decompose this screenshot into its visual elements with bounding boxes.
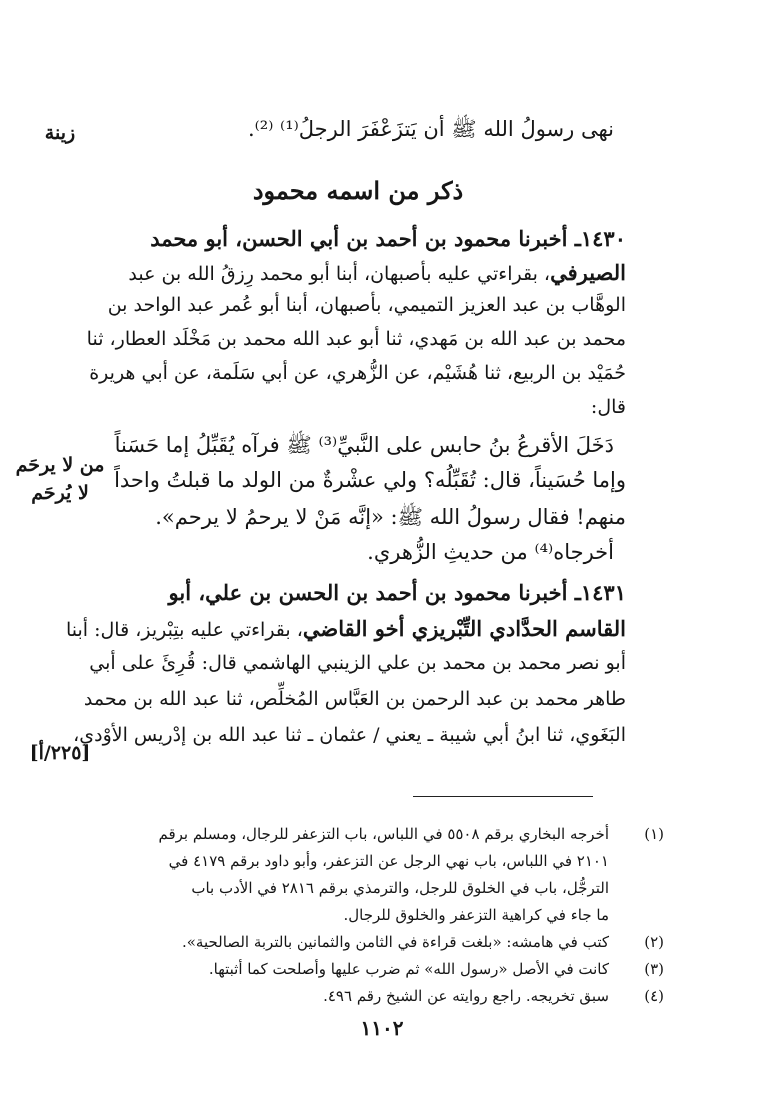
footnote-2	[110, 933, 664, 955]
hadith-1430-chain-line5: حُمَيْد بن الربيع، ثنا هُشَيْم، عن الزُّهري، عن أبي سَلَمة، عن أبي هريرة	[89, 362, 626, 384]
hadith-1430-chain-line2-rest: ، بقراءتي عليه بأصبهان، أبنا أبو محمد رِزقُ الله بن عبد	[128, 263, 551, 285]
footnote-number: (٤)	[644, 987, 664, 1005]
narrator-epithet: القاسم الحدَّادي التِّبْريزي أخو القاضي	[302, 616, 626, 641]
footnote-number: (١)	[644, 825, 664, 843]
hadith-1431-chain-line3: أبو نصر محمد بن محمد بن علي الزينبي الهاشمي قال: قُرِئَ على أبي	[89, 652, 626, 674]
folio-marker: [٢٢٥/أ]	[29, 742, 91, 764]
hadith-1430-chain-line2	[90, 260, 626, 285]
hadith-1430-chain-line1: ١٤٣٠ـ أخبرنا محمود بن أحمد بن أبي الحسن، أبو محمد	[150, 226, 626, 251]
narrator-epithet: الصيرفي	[550, 260, 626, 285]
hadith-1430-chain-line4: محمد بن عبد الله بن مَهدي، ثنا أبو عبد الله محمد بن مَخْلَد العطار، ثنا	[86, 328, 626, 350]
margin-topic-adornment: زينة	[44, 122, 76, 144]
hadith-1430-takhrij: أخرجاه⁽⁴⁾ من حديثِ الزُّهري.	[367, 540, 614, 564]
footnote-number: (٣)	[644, 960, 664, 978]
footnote-1	[110, 825, 664, 847]
margin-topic-mercy-line1: من لا يرحَم	[15, 454, 105, 476]
hadith-1430-chain-line6: قال:	[590, 396, 626, 418]
hadith-1430-text-line3: منهم! فقال رسولُ الله ﷺ: «إنَّه مَنْ لا يرحمُ لا يرحم».	[155, 505, 626, 529]
footnote-1-line3: الترجُّل، باب في الخلوق للرجل، والترمذي برقم ٢٨١٦ في الأدب باب	[191, 879, 609, 897]
footnote-text: أخرجه البخاري برقم ٥٥٠٨ في اللباس، باب التزعفر للرجال، ومسلم برقم	[158, 825, 609, 843]
footnote-text: سبق تخريجه. راجع روايته عن الشيخ رقم ٤٩٦.	[323, 987, 609, 1005]
intro-line: نهى رسولُ الله ﷺ أن يَتزَعْفَرَ الرجلُ⁽¹⁾ ⁽²⁾.	[247, 117, 614, 141]
footnote-separator	[413, 796, 593, 797]
hadith-1430-text-line2: وإما حُسَيناً، قال: تُقَبِّلُه؟ ولي عشْرةٌ من الولد ما قبلتُ واحداً	[114, 468, 626, 492]
hadith-1430-chain-line3: الوهَّاب بن عبد العزيز التميمي، بأصبهان، أبنا أبو عُمر عبد الواحد بن	[107, 294, 626, 316]
hadith-1430-text-line1: دَخَلَ الأقرعُ بنُ حابس على النَّبيِّ⁽³⁾ ﷺ فرآه يُقَبِّلُ إما حَسَناً	[114, 433, 614, 457]
hadith-1431-chain-line2-rest: ، بقراءتي عليه بتِبْريز، قال: أبنا	[65, 619, 303, 641]
hadith-1431-chain-line5: البَغَوي، ثنا ابنُ أبي شيبة ـ يعني / عثمان ـ ثنا عبد الله بن إدْريس الأوْدي،	[73, 724, 626, 746]
page-number: ١١٠٢	[360, 1016, 404, 1040]
hadith-1431-chain-line2	[65, 616, 626, 641]
margin-topic-mercy-line2: لا يُرحَم	[31, 482, 89, 504]
footnote-1-line4: ما جاء في كراهية التزعفر والخلوق للرجال.	[343, 906, 609, 924]
footnote-number: (٢)	[644, 933, 664, 951]
footnote-text: كانت في الأصل «رسول الله» ثم ضرب عليها وأصلحت كما أثبتها.	[208, 960, 609, 978]
section-heading: ذكر من اسمه محمود	[252, 176, 464, 205]
hadith-1431-chain-line1: ١٤٣١ـ أخبرنا محمود بن أحمد بن الحسن بن علي، أبو	[168, 580, 626, 605]
footnote-3	[110, 960, 664, 982]
footnote-4	[110, 987, 664, 1009]
footnote-text: كتب في هامشه: «بلغت قراءة في الثامن والثمانين بالتربة الصالحية».	[181, 933, 609, 951]
hadith-1431-chain-line4: طاهر محمد بن عبد الرحمن بن العَبَّاس المُخلِّص، ثنا عبد الله بن محمد	[83, 688, 626, 710]
footnote-1-line2: ٢١٠١ في اللباس، باب نهي الرجل عن التزعفر، وأبو داود برقم ٤١٧٩ في	[168, 852, 609, 870]
